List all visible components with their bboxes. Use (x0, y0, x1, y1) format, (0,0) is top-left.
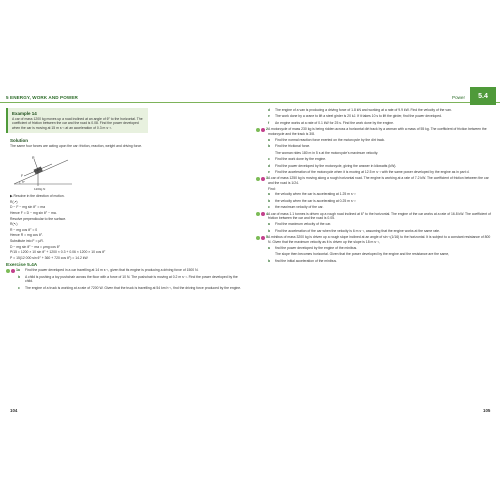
question-part (256, 121, 494, 125)
question-number (256, 246, 268, 250)
question-part (256, 192, 494, 196)
part-text: The engine of a truck is working at a rate of 7200 W. Given that the truck is travelling at 54 km h⁻¹, find the driving force produced by the engine. (25, 285, 242, 290)
question-number-label: 3 (266, 176, 268, 181)
question-lead-row (256, 212, 494, 221)
question-number (256, 252, 268, 256)
question-number (256, 176, 268, 185)
solution-box (6, 136, 148, 150)
question-number (256, 127, 268, 136)
part-text: Find the work done by the engine. (275, 157, 327, 162)
question-number (6, 268, 18, 273)
part-text: find the power developed by the engine of the minibus. (275, 245, 358, 250)
part-text: the velocity when the car is accelerating at 1.25 m s⁻² (275, 192, 356, 197)
part-letter: a (268, 245, 270, 250)
question-part (256, 170, 494, 174)
working-line: Hence F = D − mg sin θ° − ma. (10, 210, 57, 215)
question-block (256, 212, 494, 234)
question-part (256, 164, 494, 168)
part-letter: b (268, 228, 271, 233)
reaction-arrow (34, 159, 38, 170)
question-part (256, 205, 494, 209)
question-part (256, 144, 494, 148)
working-line: D − mg sin θ° − ma = μmg cos θ° (10, 244, 60, 249)
question-find-text: Find: (268, 187, 276, 192)
skill-dot-icon (11, 269, 15, 273)
question-lead-row (256, 176, 494, 185)
question-part (256, 222, 494, 226)
question-number (6, 286, 18, 290)
working-line: R − mg cos θ° = 0 (10, 227, 38, 232)
question-number (256, 114, 268, 118)
part-letter: a (18, 268, 20, 273)
part-letter: c (268, 157, 270, 162)
question-part (6, 286, 242, 290)
reaction-label: R (32, 156, 35, 161)
solution-working (6, 194, 166, 261)
part-letter: b (268, 198, 271, 203)
question-lead-text: A motorcycle of mass 230 kg is being ridden across a horizontal dirt track by a woman with a mass of 55 kg. The coefficient of friction between the motorcycle and the track is 3/8. (268, 127, 487, 136)
working-line: Hence R = mg cos θ°. (10, 233, 44, 238)
question-part (256, 114, 494, 118)
section-label: Power (452, 95, 466, 100)
working-line: ▶ Resolve in the direction of motion. (10, 194, 65, 199)
section-tab: 5.4 (470, 87, 496, 105)
question-part (6, 275, 242, 284)
question-number (256, 235, 268, 244)
incline-diagram-svg (10, 152, 80, 192)
question-block (6, 268, 242, 290)
working-line: P/15 = 1200 × 10 sin θ° + 1200 × 0.3 + 0.06 × 1200 × 10 cos θ° (10, 250, 106, 255)
question-part (256, 229, 494, 233)
part-text: Find the acceleration of the car when the velocity is 6 m s⁻¹, assuming that the engine works at the same rate. (275, 228, 440, 233)
example-box (6, 108, 148, 133)
question-lead-row (256, 127, 494, 136)
question-number (256, 205, 268, 209)
working-line: P = 15(12 000 sin θ° + 360 + 720 cos θ°) = 14.2 kW (10, 255, 88, 260)
part-text: Find the frictional force. (275, 144, 311, 149)
part-text: Find the normal reaction force exerted on the motorcycle by the dirt track. (275, 138, 386, 143)
part-text: Find the maximum velocity of the car. (275, 222, 331, 227)
question-number (256, 151, 268, 155)
working-line: Resolve perpendicular to the surface. (10, 216, 67, 221)
question-number (256, 229, 268, 233)
part-text: The woman rides 180 m in 5 s at the motorcycle's maximum velocity. (275, 150, 379, 155)
left-page (6, 108, 242, 292)
part-letter: b (268, 258, 271, 263)
question-part (256, 259, 494, 263)
part-letter: b (268, 144, 271, 149)
difficulty-dot-icon (6, 269, 10, 273)
question-number (256, 121, 268, 125)
solution-text: The same four forces are acting upon the car: friction, reaction, weight and driving force. (10, 143, 143, 148)
question-part (256, 108, 494, 112)
working-line: R(↗) (10, 199, 18, 204)
question-number (256, 138, 268, 142)
part-text: Find the acceleration of the motorcycle when it is moving at 12.5 m s⁻¹ with the same power developed by the engine as in part d. (275, 170, 470, 175)
question-number (256, 212, 268, 221)
angle-arc (20, 182, 21, 185)
angle-label: θ° (22, 180, 25, 185)
question-number-label: 1 (16, 268, 18, 273)
working-line: D − F − mg sin θ° = ma (10, 205, 45, 210)
question-number (256, 157, 268, 161)
difficulty-dot-icon (256, 177, 260, 181)
part-letter: d (268, 163, 271, 168)
question-number-label: 4 (266, 211, 268, 216)
weight-label: 1200g N (34, 187, 46, 192)
part-letter: a (268, 138, 270, 143)
part-letter: e (268, 114, 270, 119)
question-block (256, 235, 494, 263)
page-number-right: 105 (483, 408, 491, 413)
exercise-heading: Exercise 5.4A (6, 263, 38, 269)
question-part (256, 246, 494, 250)
question-number (256, 222, 268, 226)
difficulty-dot-icon (256, 236, 260, 240)
part-letter (268, 151, 275, 155)
part-letter: f (268, 120, 270, 125)
friction-label: F (21, 174, 24, 179)
part-letter: c (18, 285, 20, 290)
part-text: Find the power developed in a car travelling at 14 m s⁻¹, given that its engine is producing a driving force of 1500 N. (25, 268, 199, 273)
part-letter: c (268, 205, 270, 210)
part-text: Find the power developed by the motorcycle, giving the answer in kilowatts (kW). (275, 163, 397, 168)
question-lead-text: A car of mass 1.1 tonnes is driven up a rough road inclined at 6° to the horizontal. The engine of the car works at a rate of 16.8 kW. The coefficient of friction between the car and the road is 0.05. (268, 211, 491, 220)
part-text: An engine works at a rate of 0.1 kW for 25 s. Find the work done by the engine. (275, 120, 394, 125)
question-lead-text: A minibus of mass 3200 kg is driven up a rough slope inclined at an angle of sin⁻¹(1/16) to the horizontal. It is subject to a constant resistance of 800 N. Given that the maximum velocity as it is driven up the slope is 18 m s⁻¹, (268, 235, 491, 244)
skill-dot-icon (261, 236, 265, 240)
skill-dot-icon (261, 177, 265, 181)
part-text: find the initial acceleration of the minibus. (275, 258, 338, 263)
question-part (256, 138, 494, 142)
right-questions (256, 108, 494, 265)
working-line: Substitute into F = μR. (10, 238, 44, 243)
part-text: The engine of a van is producing a driving force of 1.8 kN and working at a rate of 9.9 kW. Find the velocity of the van. (275, 108, 452, 112)
question-number (256, 192, 268, 196)
question-part (256, 252, 494, 256)
question-part (6, 268, 242, 273)
skill-dot-icon (261, 212, 265, 216)
question-part (256, 151, 494, 155)
part-letter: b (18, 274, 21, 279)
question-number (256, 199, 268, 203)
incline-diagram (10, 152, 80, 192)
question-number (256, 170, 268, 174)
chapter-title: 5 ENERGY, WORK AND POWER (6, 95, 78, 100)
part-text: the velocity when the car is accelerating at 0.25 m s⁻² (275, 198, 356, 203)
question-lead-text: A car of mass 1250 kg is moving along a rough horizontal road. The engine is working at a rate of 7.2 kW. The coefficient of friction between the car and the road is 1/24. (268, 176, 489, 185)
part-letter: e (268, 170, 270, 175)
question-number (256, 108, 268, 112)
part-text: The slope then becomes horizontal. Given that the power developed by the engine and the resistance are the same, (275, 252, 450, 257)
question-number-label: 2 (266, 127, 268, 132)
question-number (256, 164, 268, 168)
solution-title: Solution (10, 137, 28, 143)
question-number (256, 144, 268, 148)
question-block (256, 176, 494, 209)
example-text: A car of mass 1200 kg moves up a road inclined at an angle of θ° to the horizontal. The coefficient of friction between the car and the road is 0.08. Find the power developed when the car is moving at 15 m s⁻¹ at an acceleration of 0.3 m s⁻². (12, 117, 143, 130)
skill-dot-icon (261, 128, 265, 132)
question-part (256, 157, 494, 161)
question-part (256, 199, 494, 203)
question-number (6, 275, 18, 284)
part-letter (268, 252, 275, 256)
question-number (256, 259, 268, 263)
question-number-label: 5 (266, 235, 268, 240)
part-text: A child is pushing a toy pushchair across the floor with a force of 10 N. The pushchair is moving at 0.2 m s⁻¹. Find the power developed by the child. (25, 274, 238, 284)
question-block (256, 108, 494, 125)
example-title: Example 14 (12, 111, 37, 116)
part-text: the maximum velocity of the car. (275, 205, 324, 210)
question-lead-row (256, 235, 494, 244)
part-letter: a (268, 192, 270, 197)
question-block (256, 127, 494, 174)
part-letter: d (268, 108, 271, 112)
difficulty-dot-icon (256, 128, 260, 132)
left-questions (6, 268, 242, 290)
difficulty-dot-icon (256, 212, 260, 216)
part-text: The work done by a crane to lift a steel girder is 20 kJ. If it takes 10 s to lift the girder, find the power developed. (275, 114, 442, 119)
part-letter: a (268, 222, 270, 227)
working-line: R(↖) (10, 222, 18, 227)
page-number-left: 104 (10, 408, 18, 413)
